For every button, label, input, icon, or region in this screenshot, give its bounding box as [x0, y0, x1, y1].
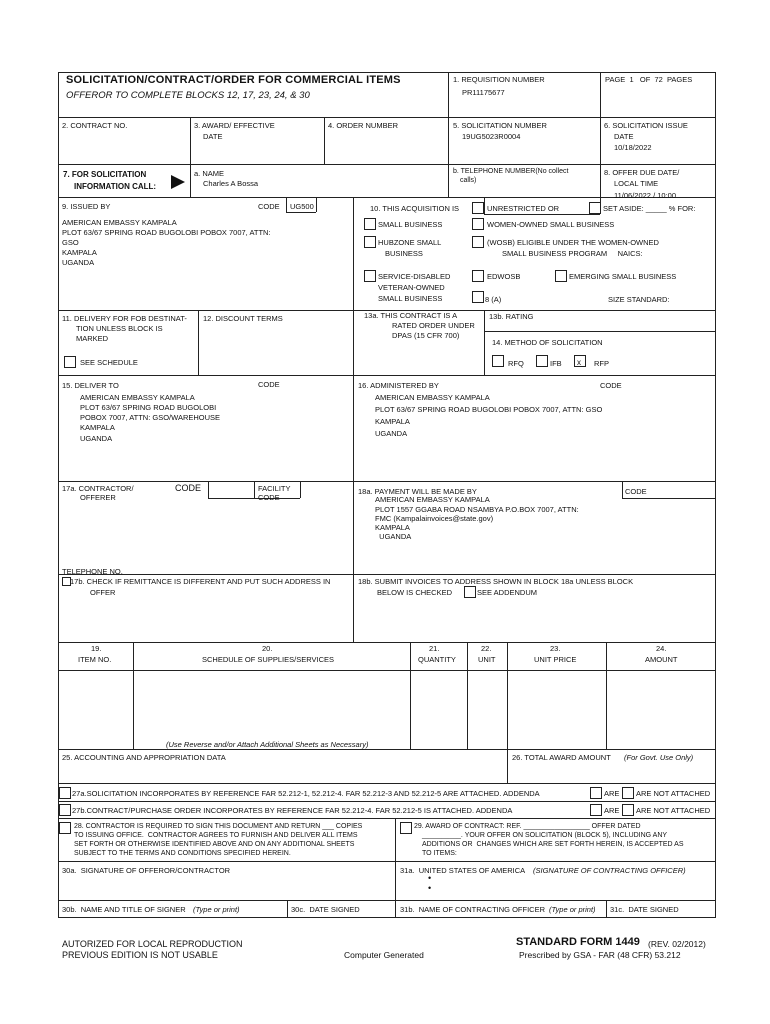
award-effective-label: 3. AWARD/ EFFECTIVE: [194, 121, 275, 130]
contact-name[interactable]: Charles A Bossa: [203, 179, 259, 188]
28-line-3: SET FORTH OR OTHERWISE IDENTIFIED ABOVE AND ON ANY ADDITIONAL SHEETS: [74, 841, 355, 848]
payment-line-3: FMC (Kampalainvoices@state.gov): [375, 514, 494, 523]
deliver-to-code-label: CODE: [258, 380, 280, 389]
offer-due-label-2: LOCAL TIME: [614, 179, 659, 188]
27b-label: 27b.CONTRACT/PURCHASE ORDER INCORPORATES BY REFERENCE FAR 52.212-4. FAR 52.212-5 IS ATTACHED. ADDENDA: [72, 806, 513, 815]
issued-by-line-3: GSO: [62, 238, 79, 247]
contractor-label-2: OFFERER: [80, 493, 116, 502]
date-signed-30c-label: 30c. DATE SIGNED: [291, 905, 360, 914]
administered-by-line-1: AMERICAN EMBASSY KAMPALA: [375, 393, 490, 402]
solicitation-issue-date[interactable]: 10/18/2022: [614, 143, 652, 152]
27a-are-label: ARE: [604, 789, 620, 798]
delivery-fob-label-3: MARKED: [76, 334, 109, 343]
wosb-checkbox[interactable]: [472, 218, 484, 230]
information-call-label: INFORMATION CALL:: [74, 182, 157, 191]
27b-are-not-checkbox[interactable]: [622, 804, 634, 816]
order-number-label: 4. ORDER NUMBER: [328, 121, 399, 130]
col-item-no-header: ITEM NO.: [78, 655, 112, 664]
footer-reproduction: AUTORIZED FOR LOCAL REPRODUCTION: [62, 939, 243, 949]
contractor-label-1: 17a. CONTRACTOR/: [62, 484, 134, 493]
administered-by-line-3: KAMPALA: [375, 417, 410, 426]
wosb-label: WOMEN-OWNED SMALL BUSINESS: [487, 220, 615, 229]
deliver-to-line-1: AMERICAN EMBASSY KAMPALA: [80, 393, 195, 402]
27b-checkbox[interactable]: [59, 804, 71, 816]
usa-signature-note: (SIGNATURE OF CONTRACTING OFFICER): [533, 866, 686, 875]
eight-a-checkbox[interactable]: [472, 291, 484, 303]
submit-invoices-label-2: BELOW IS CHECKED: [377, 588, 453, 597]
unrestricted-label: UNRESTRICTED OR: [487, 204, 560, 213]
total-award-note: (For Govt. Use Only): [624, 753, 694, 762]
facility-code-label-1: FACILITY: [258, 484, 291, 493]
rating-label: 13b. RATING: [489, 312, 534, 321]
contract-no-label: 2. CONTRACT NO.: [62, 121, 128, 130]
27a-are-not-checkbox[interactable]: [622, 787, 634, 799]
telephone-label: b. TELEPHONE NUMBER(No collect: [453, 168, 569, 175]
footer-computer-generated: Computer Generated: [344, 950, 424, 960]
contracting-officer-name-label: 31b. NAME OF CONTRACTING OFFICER: [400, 905, 546, 914]
col-22-number: 22.: [481, 644, 492, 653]
sdvosb-label-3: SMALL BUSINESS: [378, 294, 443, 303]
usa-label: 31a. UNITED STATES OF AMERICA: [400, 866, 526, 875]
facility-code-label-2: CODE: [258, 493, 280, 502]
schedule-note: (Use Reverse and/or Attach Additional Sheets as Necessary): [166, 740, 369, 749]
contractor-code-label: CODE: [175, 483, 202, 493]
solicitation-number-label: 5. SOLICITATION NUMBER: [453, 121, 547, 130]
issued-by-line-2: PLOT 63/67 SPRING ROAD BUGOLOBI POBOX 7007, ATTN:: [62, 228, 271, 237]
29-line-2: __________. YOUR OFFER ON SOLICITATION (BLOCK 5), INCLUDING ANY: [422, 832, 668, 839]
28-line-1: 28. CONTRACTOR IS REQUIRED TO SIGN THIS DOCUMENT AND RETURN ___ COPIES: [74, 823, 363, 830]
rfq-checkbox[interactable]: [492, 355, 504, 367]
hubzone-checkbox[interactable]: [364, 236, 376, 248]
emerging-small-business-label: EMERGING SMALL BUSINESS: [569, 272, 677, 281]
signature-offeror-label: 30a. SIGNATURE OF OFFEROR/CONTRACTOR: [62, 866, 231, 875]
rfp-checked-mark: x: [577, 358, 581, 367]
unrestricted-checkbox[interactable]: [472, 202, 484, 214]
prescribed-by: Prescribed by GSA - FAR (48 CFR) 53.212: [519, 950, 681, 960]
issued-by-line-4: KAMPALA: [62, 248, 97, 257]
administered-by-line-2: PLOT 63/67 SPRING ROAD BUGOLOBI POBOX 7007, ATTN: GSO: [375, 405, 603, 414]
deliver-to-label: 15. DELIVER TO: [62, 381, 119, 390]
sdvosb-checkbox[interactable]: [364, 270, 376, 282]
payment-line-5: UGANDA: [375, 532, 412, 541]
issued-by-label: 9. ISSUED BY: [62, 202, 111, 211]
discount-terms-label: 12. DISCOUNT TERMS: [203, 314, 283, 323]
sdvosb-label-1: SERVICE-DISABLED: [378, 272, 451, 281]
see-schedule-checkbox[interactable]: [64, 356, 76, 368]
date-signed-31c-label: 31c. DATE SIGNED: [610, 905, 679, 914]
for-solicitation-label: 7. FOR SOLICITATION: [63, 170, 147, 179]
col-24-number: 24.: [656, 644, 667, 653]
form-subtitle: OFFEROR TO COMPLETE BLOCKS 12, 17, 23, 24, & 30: [66, 90, 310, 101]
arrow-right-icon: [170, 174, 186, 190]
ifb-checkbox[interactable]: [536, 355, 548, 367]
hubzone-label-2: BUSINESS: [385, 249, 423, 258]
requisition-number[interactable]: PR11175677: [462, 88, 505, 97]
small-business-checkbox[interactable]: [364, 218, 376, 230]
29-line-4: TO ITEMS:: [422, 850, 457, 857]
see-addendum-checkbox[interactable]: [464, 586, 476, 598]
sdvosb-label-2: VETERAN-OWNED: [378, 283, 445, 292]
deliver-to-line-3: POBOX 7007, ATTN: GSO/WAREHOUSE: [80, 413, 221, 422]
acquisition-label: 10. THIS ACQUISITION IS: [370, 204, 460, 213]
form-title: SOLICITATION/CONTRACT/ORDER FOR COMMERCIAL ITEMS: [66, 74, 401, 86]
wosb-eligible-checkbox[interactable]: [472, 236, 484, 248]
contracting-officer-name-note: (Type or print): [549, 905, 596, 914]
contact-name-label: a. NAME: [194, 169, 225, 178]
offer-due-value[interactable]: 11/06/2022 / 10:00: [614, 191, 676, 200]
delivery-fob-label-1: 11. DELIVERY FOR FOB DESTINAT-: [62, 314, 187, 323]
administered-by-code-label: CODE: [600, 381, 622, 390]
28-checkbox[interactable]: [59, 822, 71, 834]
set-aside-label: SET ASIDE: _____ % FOR:: [603, 204, 696, 213]
29-line-3: ADDITIONS OR CHANGES WHICH ARE SET FORTH HEREIN, IS ACCEPTED AS: [422, 841, 684, 848]
telephone-label-2: calls): [460, 177, 477, 184]
solicitation-number[interactable]: 19UG5023R0004: [462, 132, 521, 141]
method-solicitation-label: 14. METHOD OF SOLICITATION: [492, 338, 603, 347]
col-21-number: 21.: [429, 644, 440, 653]
issued-by-line-1: AMERICAN EMBASSY KAMPALA: [62, 218, 177, 227]
standard-form-label: STANDARD FORM 1449: [516, 936, 640, 948]
issued-by-code-label: CODE: [258, 202, 280, 211]
28-line-2: TO ISSUING OFFICE. CONTRACTOR AGREES TO FURNISH AND DELIVER ALL ITEMS: [74, 832, 358, 839]
edwosb-checkbox[interactable]: [472, 270, 484, 282]
deliver-to-line-2: PLOT 63/67 SPRING ROAD BUGOLOBI: [80, 403, 217, 412]
form-revision: (REV. 02/2012): [648, 939, 706, 949]
award-date-label: DATE: [203, 132, 223, 141]
col-quantity-header: QUANTITY: [418, 655, 456, 664]
bullet-1: •: [428, 873, 432, 883]
deliver-to-line-5: UGANDA: [80, 434, 113, 443]
deliver-to-line-4: KAMPALA: [80, 423, 115, 432]
solicitation-issue-date-label: DATE: [614, 132, 634, 141]
27a-checkbox[interactable]: [59, 787, 71, 799]
see-addendum-label: SEE ADDENDUM: [477, 588, 538, 597]
29-checkbox[interactable]: [400, 822, 412, 834]
ifb-label: IFB: [550, 359, 562, 368]
delivery-fob-label-2: TION UNLESS BLOCK IS: [76, 324, 163, 333]
rated-order-label-3: DPAS (15 CFR 700): [392, 331, 460, 340]
set-aside-checkbox[interactable]: [589, 202, 601, 214]
see-schedule-label: SEE SCHEDULE: [80, 358, 138, 367]
col-23-number: 23.: [550, 644, 561, 653]
total-award-label: 26. TOTAL AWARD AMOUNT: [512, 753, 611, 762]
signer-name-note: (Type or print): [193, 905, 240, 914]
edwosb-label: EDWOSB: [487, 272, 521, 281]
issued-by-code[interactable]: UG500: [290, 202, 314, 211]
wosb-eligible-label-2: SMALL BUSINESS PROGRAM NAICS:: [502, 249, 643, 258]
col-unit-header: UNIT: [478, 655, 496, 664]
remittance-label-1: 17b. CHECK IF REMITTANCE IS DIFFERENT AND PUT SUCH ADDRESS IN: [70, 577, 331, 586]
wosb-eligible-label-1: (WOSB) ELIGIBLE UNDER THE WOMEN-OWNED: [487, 238, 659, 247]
telephone-no-label: TELEPHONE NO.: [62, 567, 123, 576]
submit-invoices-label-1: 18b. SUBMIT INVOICES TO ADDRESS SHOWN IN BLOCK 18a UNLESS BLOCK: [358, 577, 634, 586]
col-unit-price-header: UNIT PRICE: [534, 655, 577, 664]
footer-previous-edition: PREVIOUS EDITION IS NOT USABLE: [62, 950, 218, 960]
rfp-label: RFP: [594, 359, 609, 368]
payment-by-label: 18a. PAYMENT WILL BE MADE BY: [358, 487, 477, 496]
solicitation-issue-label: 6. SOLICITATION ISSUE: [604, 121, 688, 130]
remittance-label-2: OFFER: [90, 588, 116, 597]
signer-name-label: 30b. NAME AND TITLE OF SIGNER: [62, 905, 186, 914]
27a-label: 27a.SOLICITATION INCORPORATES BY REFERENCE FAR 52.212-1, 52.212-4. FAR 52.212-3 AND 52.212-5 ARE ATTACHED. ADDENDA: [72, 789, 540, 798]
payment-line-4: KAMPALA: [375, 523, 410, 532]
size-standard-label: SIZE STANDARD:: [608, 295, 670, 304]
bullet-2: •: [428, 883, 432, 893]
29-line-1: 29. AWARD OF CONTRACT: REF. _________________ OFFER DATED: [414, 823, 641, 830]
27a-are-checkbox[interactable]: [590, 787, 602, 799]
issued-by-line-5: UGANDA: [62, 258, 95, 267]
col-19-number: 19.: [91, 644, 102, 653]
page-count: PAGE 1 OF 72 PAGES: [605, 75, 693, 84]
administered-by-label: 16. ADMINISTERED BY: [358, 381, 439, 390]
27b-are-label: ARE: [604, 806, 620, 815]
small-business-label: SMALL BUSINESS: [378, 220, 443, 229]
27a-are-not-label: ARE NOT ATTACHED: [636, 789, 711, 798]
col-schedule-header: SCHEDULE OF SUPPLIES/SERVICES: [202, 655, 334, 664]
hubzone-label-1: HUBZONE SMALL: [378, 238, 442, 247]
27b-are-not-label: ARE NOT ATTACHED: [636, 806, 711, 815]
rfq-label: RFQ: [508, 359, 524, 368]
rated-order-label-2: RATED ORDER UNDER: [392, 321, 475, 330]
payment-line-1: AMERICAN EMBASSY KAMPALA: [375, 495, 490, 504]
rated-order-label-1: 13a. THIS CONTRACT IS A: [364, 311, 458, 320]
offer-due-label: 8. OFFER DUE DATE/: [604, 168, 680, 177]
requisition-label: 1. REQUISITION NUMBER: [453, 75, 545, 84]
emerging-small-business-checkbox[interactable]: [555, 270, 567, 282]
col-amount-header: AMOUNT: [645, 655, 678, 664]
accounting-label: 25. ACCOUNTING AND APPROPRIATION DATA: [62, 753, 226, 762]
28-line-4: SUBJECT TO THE TERMS AND CONDITIONS SPECIFIED HEREIN.: [74, 850, 291, 857]
eight-a-label: 8 (A): [485, 295, 502, 304]
col-20-number: 20.: [262, 644, 273, 653]
payment-code-label: CODE: [625, 487, 647, 496]
administered-by-line-4: UGANDA: [375, 429, 408, 438]
payment-line-2: PLOT 1557 GGABA ROAD NSAMBYA P.O.BOX 7007, ATTN:: [375, 505, 579, 514]
27b-are-checkbox[interactable]: [590, 804, 602, 816]
